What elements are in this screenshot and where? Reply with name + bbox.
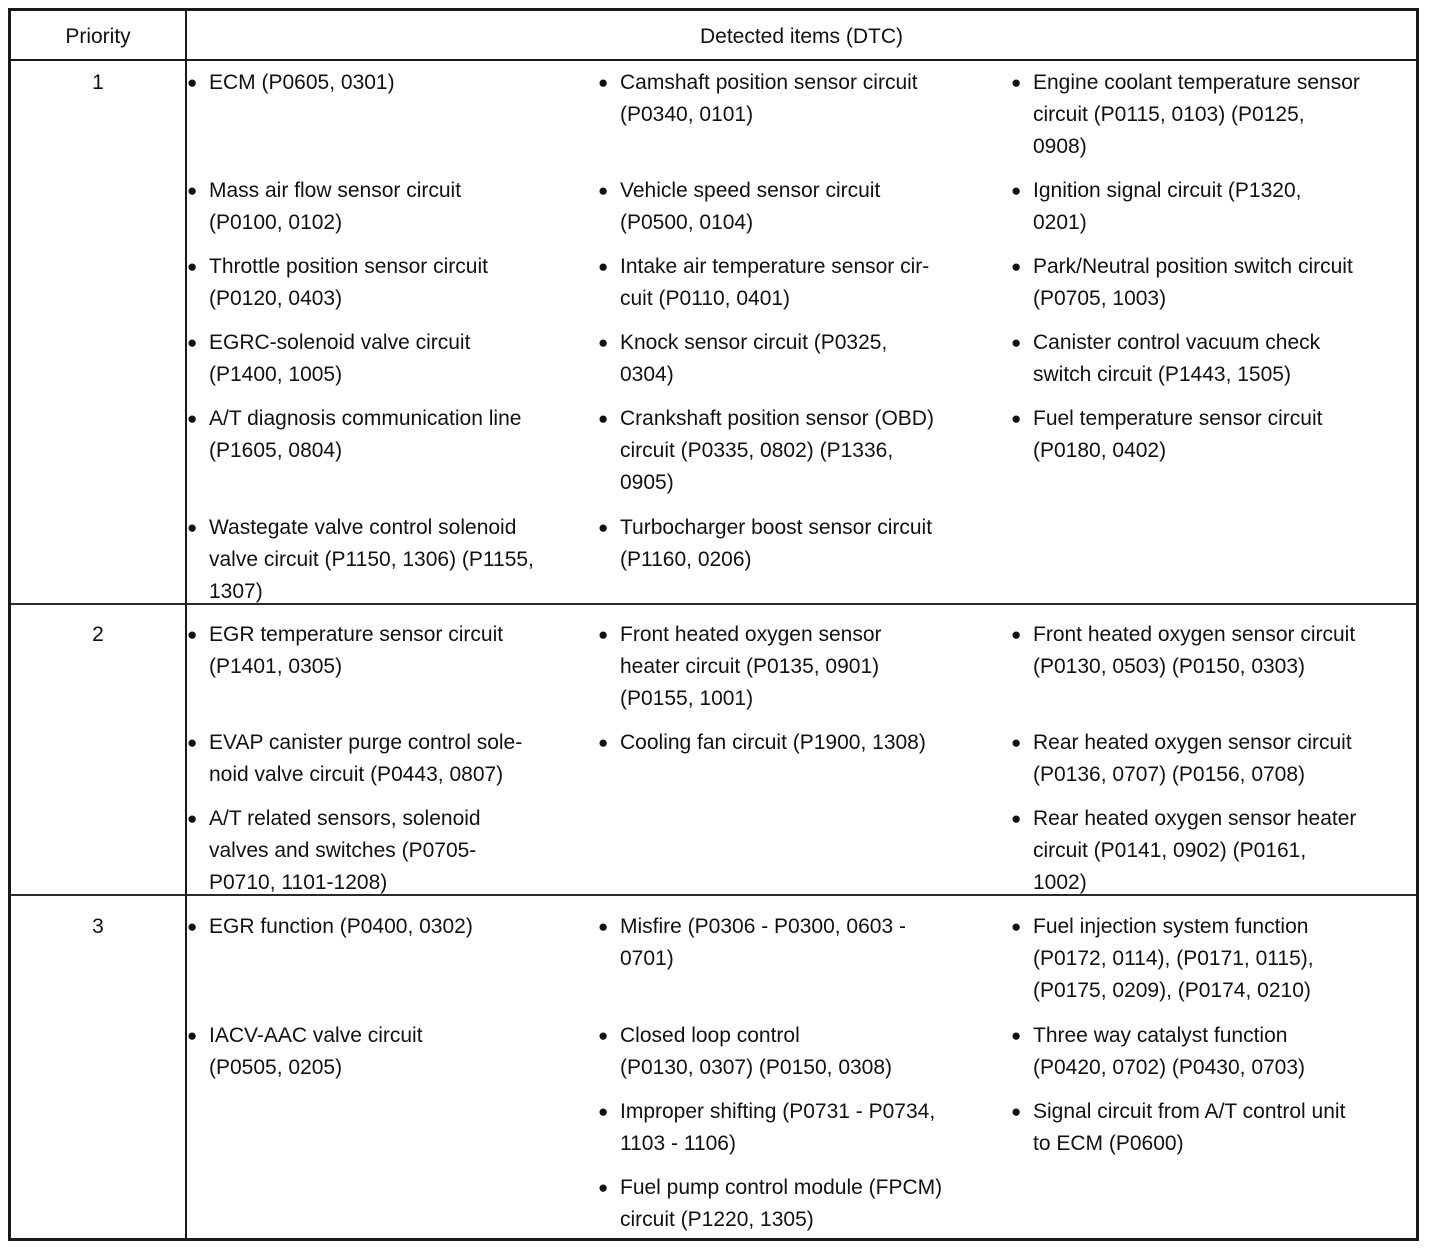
- dtc-list-item: [594, 1020, 999, 1084]
- bullet-icon: ●: [187, 917, 198, 936]
- bullet-icon: ●: [187, 409, 198, 428]
- priority-level: 1: [92, 71, 104, 94]
- dtc-item-text: Crankshaft position sensor (OBD) circuit (P0335, 0802) (P1336, 0905): [620, 407, 934, 494]
- bullet-icon: ●: [187, 518, 198, 537]
- dtc-item-text: EGR temperature sensor circuit (P1401, 0305): [209, 623, 504, 678]
- bullet-icon: ●: [1011, 625, 1022, 644]
- dtc-item-text: Misfire (P0306 - P0300, 0603 - 0701): [620, 915, 906, 970]
- dtc-list-item: [1007, 911, 1407, 1007]
- dtc-item-text: Rear heated oxygen sensor circuit (P0136, 0707) (P0156, 0708): [1033, 731, 1352, 786]
- bullet-icon: ●: [187, 1026, 198, 1045]
- dtc-item-text: Park/Neutral position switch circuit (P0705, 1003): [1033, 255, 1353, 310]
- dtc-list-item: [594, 1096, 999, 1160]
- table-header-row: [11, 11, 1416, 61]
- dtc-item-text: EGRC-solenoid valve circuit (P1400, 1005): [209, 331, 471, 386]
- dtc-list-item: [594, 403, 999, 499]
- bullet-icon: ●: [187, 73, 198, 92]
- bullet-icon: ●: [1011, 333, 1022, 352]
- dtc-list-item: [183, 327, 588, 391]
- dtc-item-text: Ignition signal circuit (P1320, 0201): [1033, 179, 1302, 234]
- bullet-icon: ●: [187, 333, 198, 352]
- dtc-item-text: Engine coolant temperature sensor circuit (P0115, 0103) (P0125, 0908): [1033, 71, 1360, 158]
- dtc-item-text: Three way catalyst function (P0420, 0702) (P0430, 0703): [1033, 1024, 1306, 1079]
- dtc-list-item: [594, 175, 999, 239]
- priority-group-divider: [11, 894, 1416, 896]
- dtc-list-item: [594, 727, 999, 759]
- dtc-item-text: Mass air flow sensor circuit (P0100, 0102): [209, 179, 462, 234]
- dtc-priority-table: [8, 8, 1419, 1241]
- header-priority: Priority: [65, 25, 131, 48]
- dtc-item-text: EGR function (P0400, 0302): [209, 915, 473, 938]
- dtc-list-item: [183, 175, 588, 239]
- dtc-list-item: [183, 403, 588, 467]
- dtc-item-text: Signal circuit from A/T control unit to ECM (P0600): [1033, 1100, 1346, 1155]
- bullet-icon: ●: [187, 625, 198, 644]
- bullet-icon: ●: [187, 809, 198, 828]
- dtc-item-text: A/T related sensors, solenoid valves and switches (P0705- P0710, 1101-1208): [209, 807, 481, 894]
- dtc-item-text: A/T diagnosis communication line (P1605, 0804): [209, 407, 522, 462]
- bullet-icon: ●: [598, 333, 609, 352]
- bullet-icon: ●: [187, 257, 198, 276]
- dtc-item-text: Rear heated oxygen sensor heater circuit (P0141, 0902) (P0161, 1002): [1033, 807, 1357, 894]
- dtc-item-text: Wastegate valve control solenoid valve circuit (P1150, 1306) (P1155, 1307): [209, 516, 534, 603]
- dtc-list-item: [1007, 1020, 1407, 1084]
- dtc-list-item: [1007, 803, 1407, 899]
- priority-level: 3: [92, 915, 104, 938]
- dtc-item-text: IACV-AAC valve circuit (P0505, 0205): [209, 1024, 423, 1079]
- priority-group-divider: [11, 603, 1416, 605]
- dtc-item-text: Cooling fan circuit (P1900, 1308): [620, 731, 926, 754]
- bullet-icon: ●: [1011, 733, 1022, 752]
- dtc-list-item: [183, 67, 588, 99]
- dtc-list-item: [1007, 175, 1407, 239]
- dtc-list-item: [1007, 1096, 1407, 1160]
- bullet-icon: ●: [598, 1102, 609, 1121]
- dtc-list-item: [594, 911, 999, 975]
- bullet-icon: ●: [598, 518, 609, 537]
- dtc-item-text: Fuel temperature sensor circuit (P0180, 0402): [1033, 407, 1323, 462]
- dtc-list-item: [594, 619, 999, 715]
- dtc-item-text: Closed loop control (P0130, 0307) (P0150, 0308): [620, 1024, 893, 1079]
- dtc-item-text: Knock sensor circuit (P0325, 0304): [620, 331, 888, 386]
- bullet-icon: ●: [1011, 257, 1022, 276]
- bullet-icon: ●: [598, 409, 609, 428]
- dtc-list-item: [594, 512, 999, 576]
- dtc-item-text: EVAP canister purge control sole- noid valve circuit (P0443, 0807): [209, 731, 523, 786]
- priority-level: 2: [92, 623, 104, 646]
- bullet-icon: ●: [1011, 73, 1022, 92]
- dtc-item-text: Canister control vacuum check switch circuit (P1443, 1505): [1033, 331, 1321, 386]
- bullet-icon: ●: [1011, 809, 1022, 828]
- bullet-icon: ●: [187, 733, 198, 752]
- dtc-list-item: [594, 251, 999, 315]
- dtc-list-item: [594, 67, 999, 131]
- dtc-list-item: [1007, 67, 1407, 163]
- dtc-list-item: [1007, 727, 1407, 791]
- dtc-list-item: [183, 727, 588, 791]
- bullet-icon: ●: [1011, 1026, 1022, 1045]
- bullet-icon: ●: [1011, 917, 1022, 936]
- dtc-list-item: [1007, 403, 1407, 467]
- dtc-list-item: [183, 803, 588, 899]
- bullet-icon: ●: [598, 917, 609, 936]
- bullet-icon: ●: [187, 181, 198, 200]
- dtc-item-text: Camshaft position sensor circuit (P0340, 0101): [620, 71, 918, 126]
- dtc-item-text: Front heated oxygen sensor circuit (P0130, 0503) (P0150, 0303): [1033, 623, 1356, 678]
- dtc-item-text: Turbocharger boost sensor circuit (P1160, 0206): [620, 516, 933, 571]
- dtc-list-item: [183, 911, 588, 943]
- dtc-item-text: Throttle position sensor circuit (P0120, 0403): [209, 255, 488, 310]
- bullet-icon: ●: [1011, 181, 1022, 200]
- dtc-item-text: ECM (P0605, 0301): [209, 71, 395, 94]
- dtc-item-text: Fuel injection system function (P0172, 0114), (P0171, 0115), (P0175, 0209), (P0174, 0210): [1033, 915, 1314, 1002]
- dtc-list-item: [1007, 327, 1407, 391]
- bullet-icon: ●: [1011, 1102, 1022, 1121]
- dtc-item-text: Front heated oxygen sensor heater circuit (P0135, 0901) (P0155, 1001): [620, 623, 882, 710]
- dtc-item-text: Intake air temperature sensor cir- cuit (P0110, 0401): [620, 255, 930, 310]
- dtc-list-item: [1007, 619, 1407, 683]
- dtc-list-item: [594, 327, 999, 391]
- dtc-item-text: Fuel pump control module (FPCM) circuit (P1220, 1305): [620, 1176, 943, 1231]
- dtc-list-item: [183, 251, 588, 315]
- bullet-icon: ●: [598, 257, 609, 276]
- dtc-list-item: [183, 512, 588, 608]
- dtc-list-item: [1007, 251, 1407, 315]
- dtc-list-item: [594, 1172, 999, 1236]
- dtc-item-text: Improper shifting (P0731 - P0734, 1103 - 1106): [620, 1100, 936, 1155]
- bullet-icon: ●: [598, 1026, 609, 1045]
- bullet-icon: ●: [598, 733, 609, 752]
- bullet-icon: ●: [598, 625, 609, 644]
- bullet-icon: ●: [598, 181, 609, 200]
- dtc-item-text: Vehicle speed sensor circuit (P0500, 0104): [620, 179, 881, 234]
- header-detected-items: Detected items (DTC): [699, 25, 904, 48]
- bullet-icon: ●: [1011, 409, 1022, 428]
- bullet-icon: ●: [598, 73, 609, 92]
- dtc-list-item: [183, 619, 588, 683]
- bullet-icon: ●: [598, 1178, 609, 1197]
- dtc-list-item: [183, 1020, 588, 1084]
